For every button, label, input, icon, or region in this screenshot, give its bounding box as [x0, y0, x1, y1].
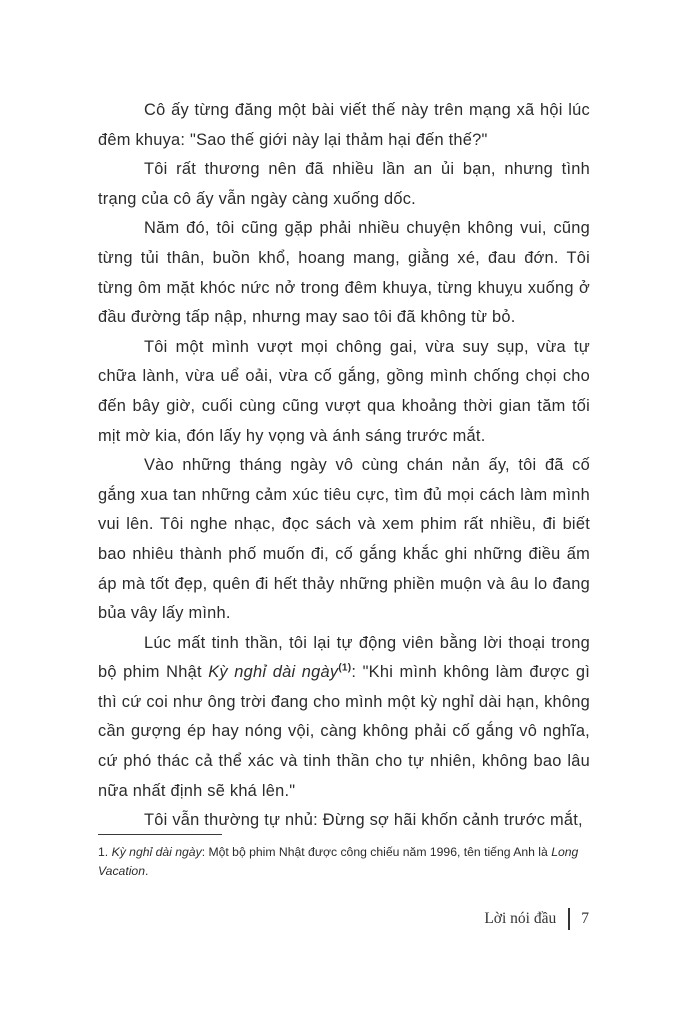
- footer-separator: [568, 908, 570, 930]
- footnote-end: .: [144, 863, 149, 878]
- paragraph-text: Cô ấy từng đăng một bài viết thế này trên mạng xã hội lúc đêm khuya: "Sao thế giới này lại thảm hại đến thế?": [98, 101, 590, 149]
- paragraph: [98, 96, 590, 155]
- running-header-section: Lời nói đầu: [484, 910, 557, 927]
- page-number: 7: [581, 910, 589, 927]
- paragraph-text: : "Khi mình không làm được gì thì cứ coi như ông trời đang cho mình một kỳ nghỉ dài hạn, không cần gượng ép hay nóng vội, càng không phải cố gắng vô nghĩa, cứ phó thác cả thể xác và tinh thần cho tự nhiên, không bao lâu nữa nhất định sẽ khá lên.": [98, 663, 591, 800]
- footnote-english-title: Long Vacation: [98, 845, 579, 878]
- paragraph-text: Năm đó, tôi cũng gặp phải nhiều chuyện không vui, cũng từng tủi thân, buồn khổ, hoang mang, giằng xé, đau đớn. Tôi từng ôm mặt khóc nức nở trong đêm khuya, từng khuỵu xuống ở đầu đường tấp nập, nhưng may sao tôi đã không từ bỏ.: [98, 219, 590, 327]
- footnote-reference: (1): [338, 662, 352, 674]
- page-footer: [484, 907, 589, 931]
- paragraph-text: Lúc mất tinh thần, tôi lại tự động viên bằng lời thoại trong bộ phim Nhật: [98, 633, 590, 682]
- paragraph-text: Tôi một mình vượt mọi chông gai, vừa suy sụp, vừa tự chữa lành, vừa uể oải, vừa cố gắng, gồng mình chống chọi cho đến bây giờ, cuối cùng cũng vượt qua khoảng thời gian tăm tối mịt mờ kia, đón lấy hy vọng và ánh sáng trước mắt.: [98, 337, 590, 445]
- paragraph: [98, 629, 590, 807]
- footnote-text: : Một bộ phim Nhật được công chiếu năm 1996, tên tiếng Anh là: [201, 845, 552, 859]
- body-text: [98, 96, 590, 836]
- paragraph: [98, 806, 590, 836]
- paragraph: [98, 155, 590, 214]
- paragraph: [98, 333, 590, 451]
- film-title: Kỳ nghỉ dài ngày: [208, 663, 339, 682]
- paragraph: [98, 214, 590, 332]
- paragraph: [98, 451, 590, 629]
- footnote-title: Kỳ nghỉ dài ngày: [111, 845, 202, 859]
- footnote-number: 1.: [98, 845, 112, 859]
- footnote: [98, 843, 618, 880]
- paragraph-text: Tôi vẫn thường tự nhủ: Đừng sợ hãi khốn cảnh trước mắt,: [144, 811, 583, 830]
- paragraph-text: Vào những tháng ngày vô cùng chán nản ấy, tôi đã cố gắng xua tan những cảm xúc tiêu cực, tìm đủ mọi cách làm mình vui lên. Tôi nghe nhạc, đọc sách và xem phim rất nhiều, đi biết bao nhiêu thành phố muốn đi, cố gắng khắc ghi những điều ấm áp mà tốt đẹp, quên đi hết thảy những phiền muộn và âu lo đang bủa vây lấy mình.: [98, 456, 590, 623]
- paragraph-text: Tôi rất thương nên đã nhiều lần an ủi bạn, nhưng tình trạng của cô ấy vẫn ngày càng xuống dốc.: [98, 160, 590, 208]
- footnote-divider: [98, 834, 222, 835]
